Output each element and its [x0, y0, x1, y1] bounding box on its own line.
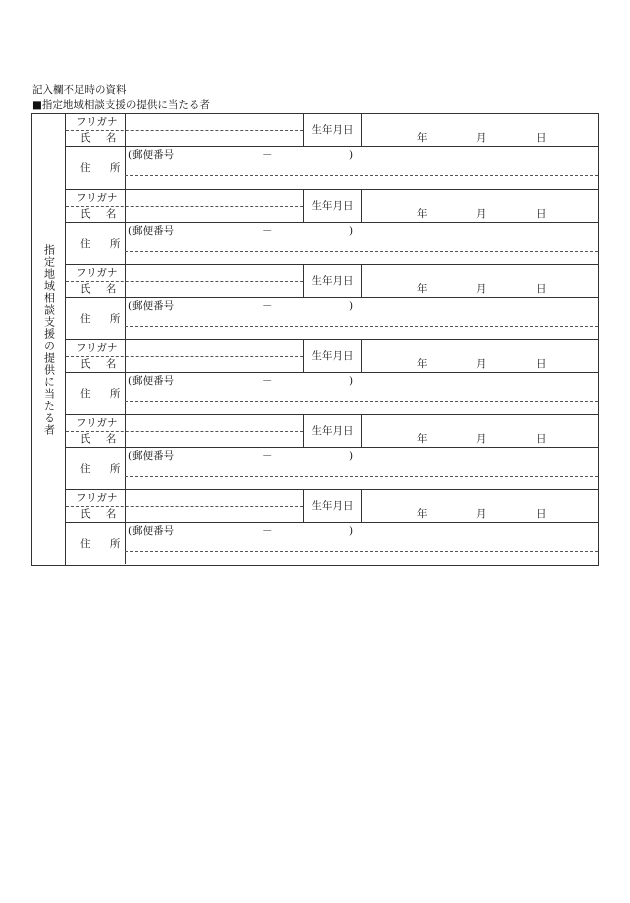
birthdate-label: 生年月日	[311, 425, 354, 437]
label-column-divider	[125, 340, 126, 414]
address-line-divider	[125, 175, 598, 176]
label-column-divider	[125, 190, 126, 264]
row-divider	[66, 297, 598, 298]
furigana-name-divider	[66, 506, 303, 507]
year-label: 年	[417, 132, 428, 144]
name-label: 氏 名	[80, 132, 123, 144]
row-divider	[66, 372, 598, 373]
furigana-name-divider	[66, 356, 303, 357]
name-label: 氏 名	[80, 433, 123, 445]
birthdate-label-right-divider	[361, 114, 362, 146]
postal-code-dash: －	[262, 375, 273, 387]
postal-code-dash: －	[262, 525, 273, 537]
label-column-divider	[125, 265, 126, 339]
section-heading: ■指定地域相談支援の提供に当たる者	[32, 99, 210, 111]
side-label: 指定地域相談支援の提供に当たる者	[42, 243, 56, 436]
day-label: 日	[536, 358, 547, 370]
address-label: 住 所	[80, 162, 129, 174]
address-line-divider	[125, 401, 598, 402]
furigana-label: フリガナ	[76, 116, 118, 128]
row-divider	[66, 447, 598, 448]
address-line-divider	[125, 326, 598, 327]
month-label: 月	[476, 132, 487, 144]
name-label: 氏 名	[80, 208, 123, 220]
name-label: 氏 名	[80, 508, 123, 520]
month-label: 月	[476, 358, 487, 370]
provider-entry-1	[66, 114, 598, 189]
birthdate-label-right-divider	[361, 265, 362, 297]
postal-code-dash: －	[262, 149, 273, 161]
name-label: 氏 名	[80, 358, 123, 370]
provider-entry-4	[66, 339, 598, 414]
postal-code-close: )	[349, 525, 354, 537]
furigana-name-divider	[66, 130, 303, 131]
address-label: 住 所	[80, 538, 129, 550]
provider-entry-2	[66, 189, 598, 264]
furigana-label: フリガナ	[76, 342, 118, 354]
provider-entry-3	[66, 264, 598, 339]
birthdate-label: 生年月日	[311, 350, 354, 362]
row-divider	[66, 522, 598, 523]
birthdate-label-right-divider	[361, 190, 362, 222]
birthdate-label-right-divider	[361, 340, 362, 372]
year-label: 年	[417, 208, 428, 220]
postal-code-close: )	[349, 149, 354, 161]
postal-code-label: (郵便番号	[128, 225, 175, 237]
birthdate-label: 生年月日	[311, 500, 354, 512]
furigana-name-divider	[66, 206, 303, 207]
month-label: 月	[476, 208, 487, 220]
postal-code-dash: －	[262, 300, 273, 312]
name-label: 氏 名	[80, 283, 123, 295]
postal-code-close: )	[349, 450, 354, 462]
address-line-divider	[125, 551, 598, 552]
day-label: 日	[536, 508, 547, 520]
document-title: 記入欄不足時の資料	[32, 84, 127, 96]
postal-code-close: )	[349, 300, 354, 312]
day-label: 日	[536, 208, 547, 220]
address-line-divider	[125, 251, 598, 252]
furigana-name-divider	[66, 431, 303, 432]
postal-code-label: (郵便番号	[128, 525, 175, 537]
furigana-label: フリガナ	[76, 417, 118, 429]
birthdate-label: 生年月日	[311, 275, 354, 287]
day-label: 日	[536, 283, 547, 295]
row-divider	[66, 222, 598, 223]
label-column-divider	[125, 415, 126, 489]
label-column-divider	[125, 114, 126, 189]
address-label: 住 所	[80, 313, 129, 325]
postal-code-close: )	[349, 225, 354, 237]
month-label: 月	[476, 433, 487, 445]
row-divider	[66, 146, 598, 147]
address-label: 住 所	[80, 463, 129, 475]
year-label: 年	[417, 358, 428, 370]
address-label: 住 所	[80, 238, 129, 250]
provider-form-table	[31, 113, 599, 566]
provider-entry-5	[66, 414, 598, 489]
address-line-divider	[125, 476, 598, 477]
birthdate-label: 生年月日	[311, 124, 354, 136]
provider-entry-6	[66, 489, 598, 564]
furigana-label: フリガナ	[76, 267, 118, 279]
postal-code-label: (郵便番号	[128, 149, 175, 161]
month-label: 月	[476, 508, 487, 520]
postal-code-close: )	[349, 375, 354, 387]
furigana-label: フリガナ	[76, 492, 118, 504]
postal-code-label: (郵便番号	[128, 300, 175, 312]
label-column-divider	[125, 490, 126, 564]
day-label: 日	[536, 132, 547, 144]
side-label-cell	[32, 114, 66, 565]
postal-code-label: (郵便番号	[128, 375, 175, 387]
address-label: 住 所	[80, 388, 129, 400]
postal-code-label: (郵便番号	[128, 450, 175, 462]
birthdate-label: 生年月日	[311, 200, 354, 212]
furigana-name-divider	[66, 281, 303, 282]
postal-code-dash: －	[262, 450, 273, 462]
furigana-label: フリガナ	[76, 192, 118, 204]
year-label: 年	[417, 283, 428, 295]
year-label: 年	[417, 433, 428, 445]
year-label: 年	[417, 508, 428, 520]
birthdate-label-right-divider	[361, 415, 362, 447]
birthdate-label-right-divider	[361, 490, 362, 522]
postal-code-dash: －	[262, 225, 273, 237]
month-label: 月	[476, 283, 487, 295]
day-label: 日	[536, 433, 547, 445]
